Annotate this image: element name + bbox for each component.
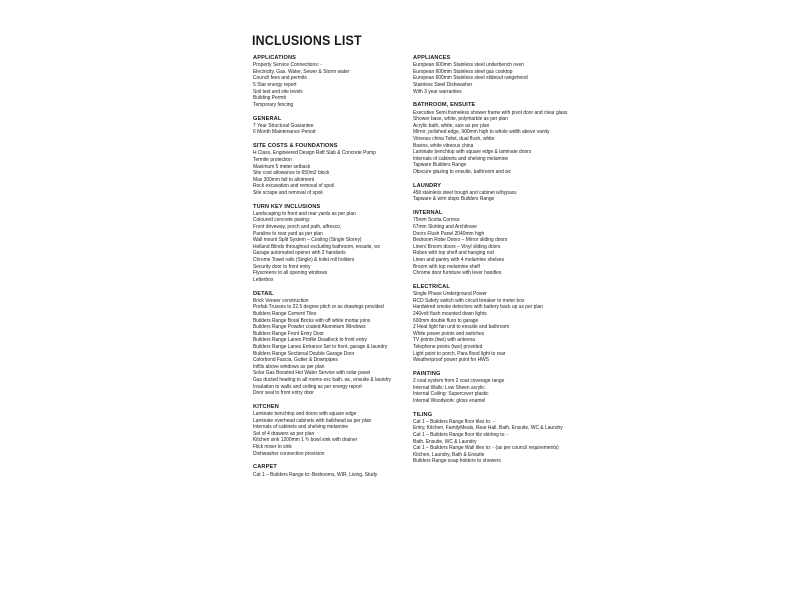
section-bathroom-ensuite <box>413 102 613 175</box>
right-column <box>413 55 613 472</box>
inclusion-item: Weatherproof power point for HWS <box>413 357 490 364</box>
inclusion-item: Acrylic bath, white, size as per plan <box>413 122 490 129</box>
section-tiling <box>413 412 613 465</box>
inclusion-item: H Class, Engineered Design Raft Slab & Concrete Pump <box>253 150 376 157</box>
inclusion-item: Basins, white vitreous china <box>413 142 474 149</box>
inclusion-item: 75mm Scotia Cornice <box>413 217 460 224</box>
inclusion-item: Flyscreens to all opening windows <box>253 270 328 277</box>
inclusion-item: 240volt flush mounted down lights <box>413 310 487 317</box>
inclusion-item: Internal Ceiling: Supercover plastic <box>413 391 489 398</box>
inclusion-item: European 600mm Stainless steel slideout rangehood <box>413 75 528 82</box>
inclusion-item: 600mm double fluro to garage <box>413 317 479 324</box>
inclusion-item: Flick mixer to sink <box>253 444 292 451</box>
inclusion-item: White power points and switches <box>413 330 485 337</box>
section-heading: BATHROOM, ENSUITE <box>413 102 476 109</box>
section-heading: CARPET <box>253 464 277 471</box>
inclusion-item: Colorbond Fascia, Gutter & Downpipes <box>253 357 338 364</box>
section-heading: LAUNDRY <box>413 182 442 189</box>
inclusion-item: Bedroom Robe Doors – Mirror sliding doors <box>413 237 508 244</box>
inclusion-item: 67mm Skirting and Architrave <box>413 224 477 231</box>
inclusion-item: Builders Range Front Entry Door <box>253 330 324 337</box>
inclusion-item: Wall mount Split System – Cooling (Single Storey) <box>253 237 362 244</box>
inclusion-item: Builders Range Boral Bricks with off white mortar joins <box>253 317 371 324</box>
inclusion-item: RCD Safety switch with circuit breaker to meter box <box>413 297 525 304</box>
inclusion-item: Landscaping to front and rear yards as per plan <box>253 210 356 217</box>
inclusion-item: Entry, Kitchen, FamilyMeals, Rear Hall, Bath, Ensuite, WC & Laundry <box>413 425 563 432</box>
inclusion-item: Chrome Towel rails (Single) & toilet roll holders <box>253 257 355 264</box>
inclusion-item: Soil test and site levels <box>253 88 303 95</box>
inclusion-item: Paraline to rear yard as per plan <box>253 230 323 237</box>
inclusion-item: Vitreous china Toilet, dual flush, white <box>413 135 495 142</box>
inclusion-item: Laminate benchtop with square edge & laminate doors <box>413 149 532 156</box>
section-heading: ELECTRICAL <box>413 284 450 290</box>
inclusion-item: Letterbox <box>253 276 274 283</box>
inclusion-item: Builders Range Powder coated Aluminium Windows <box>253 324 366 331</box>
inclusion-item: Telephone points (two) provided <box>413 343 483 350</box>
inclusion-item: Infills above windows as per plan <box>253 363 325 370</box>
inclusion-item: Cat 1 – Builders Range floor tile skirting to: - <box>413 432 509 439</box>
inclusion-item: Electricity, Gas, Water, Sewer & Storm water <box>253 68 350 75</box>
inclusion-item: Broom with top melamine shelf <box>413 263 480 270</box>
inclusion-item: European 600mm Stainless steel underbench oven <box>413 62 524 69</box>
inclusion-item: Door seal to front entry door <box>253 390 314 397</box>
section-electrical <box>413 284 613 364</box>
section-heading: APPLICATIONS <box>253 55 297 61</box>
inclusion-item: Laminate benchtop and doors with square edge <box>253 411 357 418</box>
inclusion-item: Internals of cabinets and shelving melamine <box>413 155 509 162</box>
inclusion-item: Coloured concrete paving: <box>253 217 311 224</box>
inclusion-item: Site scrape and removal of spoil <box>253 189 323 196</box>
inclusion-item: Executive Semi frameless shower frame with pivot door and clear glass <box>413 109 568 116</box>
inclusion-item: Holland Blinds throughout excluding bathroom, ensuite, wc <box>253 243 381 250</box>
inclusion-item: Cat 1 – Builders Range to:-Bedrooms, WIR, Living, Study <box>253 471 378 478</box>
inclusion-item: Robes with top shelf and hanging rod <box>413 250 494 257</box>
inclusion-item: Temporary fencing <box>253 101 294 108</box>
inclusion-item: Site cost allowance to 650m2 block <box>253 170 330 177</box>
inclusion-item: Obscure glazing to ensuite, bathroom and wc <box>413 168 512 175</box>
inclusion-item: Brick Veneer construction <box>253 297 309 304</box>
section-internal <box>413 210 613 277</box>
inclusion-item: Builders Range soap holders to showers <box>413 458 501 465</box>
inclusion-item: Builders Range Lanes Entrance Set to front, garage & laundry <box>253 343 388 350</box>
inclusion-item: Council fees and permits <box>253 75 307 82</box>
inclusion-item: Bath, Ensuite, WC & Laundry <box>413 438 477 445</box>
inclusion-item: Dishwasher connection provision <box>253 450 325 457</box>
inclusion-item: Insulation to walls and ceiling as per energy report <box>253 383 362 390</box>
inclusion-item: 2 coat system from 2 coat coverage range <box>413 378 505 385</box>
section-heading: SITE COSTS & FOUNDATIONS <box>253 143 338 150</box>
inclusion-item: 2 Heat light fan unit to ensuite and bathroom <box>413 324 510 331</box>
inclusion-item: Rock excavation and removal of spoil <box>253 183 334 190</box>
inclusion-item: Mirror, polished edge, 900mm high to whole width above vanity <box>413 129 550 136</box>
inclusion-item: Builders Range Cement Tiles <box>253 310 317 317</box>
inclusion-item: TV points (two) with antenna <box>413 337 475 344</box>
section-heading: INTERNAL <box>413 210 443 217</box>
inclusion-item: Gas ducted heating to all rooms exc bath, wc, ensuite & laundry <box>253 376 392 383</box>
inclusion-item: Doors Flush Panel 2040mm high <box>413 230 485 237</box>
inclusion-item: Laminate overhead cabinets with bulkhead as per plan <box>253 417 372 424</box>
inclusion-item: Hardwired smoke detectors with battery back up as per plan <box>413 304 543 311</box>
inclusion-item: Solar Gas Boosted Hot Water Service with solar panel <box>253 370 371 377</box>
section-heading: TILING <box>413 411 433 418</box>
section-painting <box>413 371 613 405</box>
inclusion-item: Front driveway, porch and path, alfresco, <box>253 224 342 231</box>
inclusion-item: Max 300mm fall to allotment <box>253 176 315 183</box>
inclusion-item: Tapware Builders Range <box>413 162 467 169</box>
inclusion-item: Internal Walls: Low Sheen acrylic <box>413 384 485 391</box>
inclusion-item: Garage automated opener with 2 handsets <box>253 250 346 257</box>
inclusion-item: Building Permit <box>253 95 286 102</box>
section-appliances <box>413 55 613 95</box>
inclusion-item: Builders Range Sectional Double Garage Door <box>253 350 355 357</box>
inclusion-item: European 600mm Stainless steel gas cooktop <box>413 68 513 75</box>
inclusion-item: Maximum 5 meter setback <box>253 163 311 170</box>
inclusion-item: With 3 year warranties <box>413 88 462 95</box>
inclusion-item: Kitchen sink 1200mm 1 ¾ bowl sink with drainer <box>253 437 358 444</box>
inclusion-item: Internal Woodwork: gloss enamel <box>413 397 486 404</box>
inclusion-item: Light point to porch, Para flood light to rear <box>413 350 506 357</box>
inclusion-item: Kitchen, Laundry, Bath & Ensuite <box>413 451 485 458</box>
inclusion-item: Stainless Steel Dishwasher <box>413 81 473 88</box>
document-title: INCLUSIONS LIST <box>252 33 362 48</box>
inclusion-item: Prefab Trusses to 22.5 degree pitch or as drawings provided <box>253 304 384 311</box>
inclusion-item: Cat 1 – Builders Range Wall tiles to: - (as per council requirements) <box>413 445 559 452</box>
inclusion-item: Property Service Connections: - <box>253 62 323 69</box>
inclusion-item: 6 Month Maintenance Period <box>253 129 316 136</box>
inclusion-item: Builders Range Lanes Profile Deadlock to front entry <box>253 337 367 344</box>
inclusion-item: Shower base, white, polymarble as per plan <box>413 116 508 123</box>
inclusion-item: Internals of cabinets and shelving melamine <box>253 424 349 431</box>
section-heading: GENERAL <box>253 115 282 122</box>
inclusion-item: 7 Year Structural Guarantee <box>253 122 314 129</box>
section-laundry <box>413 183 613 203</box>
section-heading: DETAIL <box>253 290 274 297</box>
section-heading: PAINTING <box>413 370 441 377</box>
inclusion-item: Security door to front entry <box>253 263 311 270</box>
section-heading: KITCHEN <box>253 403 279 410</box>
inclusion-item: Chrome door furniture with lever handles <box>413 270 502 277</box>
inclusion-item: Termite protection <box>253 156 292 163</box>
section-heading: TURN KEY INCLUSIONS <box>253 203 321 210</box>
inclusion-item: Cat 1 – Builders Range floor tiles to: - <box>413 418 495 425</box>
inclusion-item: Single Phase Underground Power <box>413 291 487 298</box>
inclusion-item: Set of 4 drawers as per plan <box>253 430 315 437</box>
section-heading: APPLIANCES <box>413 55 451 61</box>
inclusion-item: Tapware & w/m stops Builders Range <box>413 196 495 203</box>
inclusion-item: Linen and pantry with 4 melamine shelves <box>413 257 505 264</box>
inclusion-item: Linen/ Broom doors – Vinyl sliding doors <box>413 243 501 250</box>
inclusion-item: 45lt stainless steel trough and cabinet w/bypass <box>413 189 517 196</box>
inclusion-item: 5 Star energy report <box>253 81 297 88</box>
